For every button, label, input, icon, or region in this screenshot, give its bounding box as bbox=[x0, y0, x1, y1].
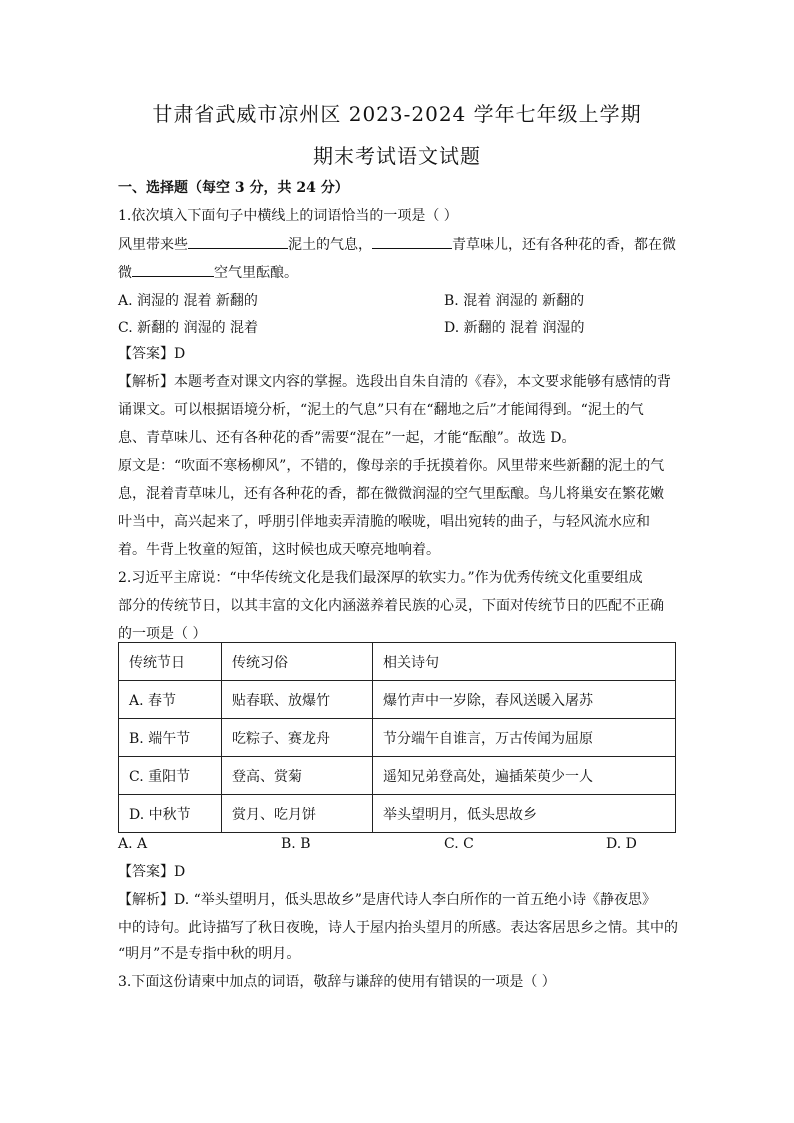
q3-stem: 3.下面这份请柬中加点的词语，敬辞与谦辞的使用有错误的一项是（ ） bbox=[118, 974, 556, 990]
fill-blank bbox=[132, 262, 214, 277]
table-cell: 登高、赏菊 bbox=[222, 757, 373, 795]
q2-analysis-line1 bbox=[118, 890, 678, 910]
q2-choice-c: C. C bbox=[444, 836, 474, 852]
doc-title-line2: 期末考试语文试题 bbox=[313, 144, 481, 168]
q2-answer: 【答案】D bbox=[118, 864, 186, 880]
table-header-row bbox=[119, 643, 676, 681]
doc-title-line1: 甘肃省武威市凉州区 2023-2024 学年七年级上学期 bbox=[152, 102, 642, 126]
table-cell: A. 春节 bbox=[119, 681, 222, 719]
q1-original-line3: 叶当中，高兴起来了，呼朋引伴地卖弄清脆的喉咙，唱出宛转的曲子，与轻风流水应和 bbox=[118, 514, 650, 530]
analysis-tag: 【解析】 bbox=[118, 374, 174, 390]
q1-sentence-part: 泥土的气息， bbox=[288, 237, 372, 253]
q1-option-a: A. 润湿的 混着 新翻的 bbox=[118, 293, 258, 309]
table-cell: C. 重阳节 bbox=[119, 757, 222, 795]
table-row bbox=[119, 719, 676, 757]
q1-analysis-line1 bbox=[118, 372, 678, 392]
table-header-cell: 传统节日 bbox=[119, 643, 222, 681]
q1-stem: 1.依次填入下面句子中横线上的词语恰当的一项是（ ） bbox=[118, 208, 458, 224]
table-cell: 举头望明月，低头思故乡 bbox=[373, 795, 676, 833]
table-cell: 赏月、吃月饼 bbox=[222, 795, 373, 833]
q2-analysis-line3: “明月”不是专指中秋的明月。 bbox=[118, 946, 301, 962]
q1-analysis-line3: 息、青草味儿、还有各种花的香”需要“混在”一起，才能“酝酿”。故选 D。 bbox=[118, 430, 576, 446]
analysis-tag: 【解析】 bbox=[118, 892, 174, 908]
festival-table bbox=[118, 642, 676, 833]
q1-original-line1: 原文是：“吹面不寒杨柳风”，不错的，像母亲的手抚摸着你。风里带来些新翻的泥土的气 bbox=[118, 458, 665, 474]
q1-sentence-part: 空气里酝酿。 bbox=[214, 265, 298, 281]
table-cell: 节分端午自谁言，万古传闻为屈原 bbox=[373, 719, 676, 757]
q2-choice-a: A. A bbox=[118, 836, 148, 852]
analysis-text: D. “举头望明月，低头思故乡”是唐代诗人李白所作的一首五绝小诗《静夜思》 bbox=[174, 892, 656, 908]
q2-stem-line2: 部分的传统节日，以其丰富的文化内涵滋养着民族的心灵，下面对传统节日的匹配不正确 bbox=[118, 598, 664, 614]
table-row bbox=[119, 795, 676, 833]
q2-stem-line1: 2.习近平主席说：“中华传统文化是我们最深厚的软实力。”作为优秀传统文化重要组成 bbox=[118, 570, 643, 586]
q1-original-line4: 着。牛背上牧童的短笛，这时候也成天嘹亮地响着。 bbox=[118, 542, 440, 558]
table-cell: 遥知兄弟登高处，遍插茱萸少一人 bbox=[373, 757, 676, 795]
q2-choice-d: D. D bbox=[606, 836, 637, 852]
q2-stem-line3: 的一项是（ ） bbox=[118, 626, 207, 642]
table-row bbox=[119, 757, 676, 795]
q2-choice-b: B. B bbox=[281, 836, 311, 852]
q2-analysis-line2: 中的诗句。此诗描写了秋日夜晚，诗人于屋内抬头望月的所感。表达客居思乡之情。其中的 bbox=[118, 920, 678, 936]
q1-option-b: B. 混着 润湿的 新翻的 bbox=[444, 293, 585, 309]
q1-sentence-line1 bbox=[118, 234, 678, 255]
analysis-text: 本题考查对课文内容的掌握。选段出自朱自清的《春》，本文要求能够有感情的背 bbox=[174, 374, 671, 390]
table-cell: 爆竹声中一岁除，春风送暖入屠苏 bbox=[373, 681, 676, 719]
table-cell: 贴春联、放爆竹 bbox=[222, 681, 373, 719]
table-header-cell: 相关诗句 bbox=[373, 643, 676, 681]
q1-sentence-line2 bbox=[118, 262, 678, 283]
q1-option-c: C. 新翻的 润湿的 混着 bbox=[118, 320, 259, 336]
table-cell: D. 中秋节 bbox=[119, 795, 222, 833]
q1-analysis-line2: 诵课文。可以根据语境分析，“泥土的气息”只有在“翻地之后”才能闻得到。“泥土的气 bbox=[118, 402, 644, 418]
table-cell: B. 端午节 bbox=[119, 719, 222, 757]
q1-sentence-part: 青草味儿，还有各种花的香，都在微 bbox=[452, 237, 676, 253]
q1-option-d: D. 新翻的 混着 润湿的 bbox=[444, 320, 585, 336]
fill-blank bbox=[372, 234, 452, 249]
q1-answer: 【答案】D bbox=[118, 346, 186, 362]
q1-sentence-part: 风里带来些 bbox=[118, 237, 188, 253]
fill-blank bbox=[188, 234, 288, 249]
q1-sentence-part: 微 bbox=[118, 265, 132, 281]
table-row bbox=[119, 681, 676, 719]
q1-original-line2: 息，混着青草味儿，还有各种花的香，都在微微润湿的空气里酝酿。鸟儿将巢安在繁花嫩 bbox=[118, 486, 664, 502]
table-header-cell: 传统习俗 bbox=[222, 643, 373, 681]
section-heading: 一、选择题（每空 3 分，共 24 分） bbox=[118, 180, 349, 196]
table-cell: 吃粽子、赛龙舟 bbox=[222, 719, 373, 757]
